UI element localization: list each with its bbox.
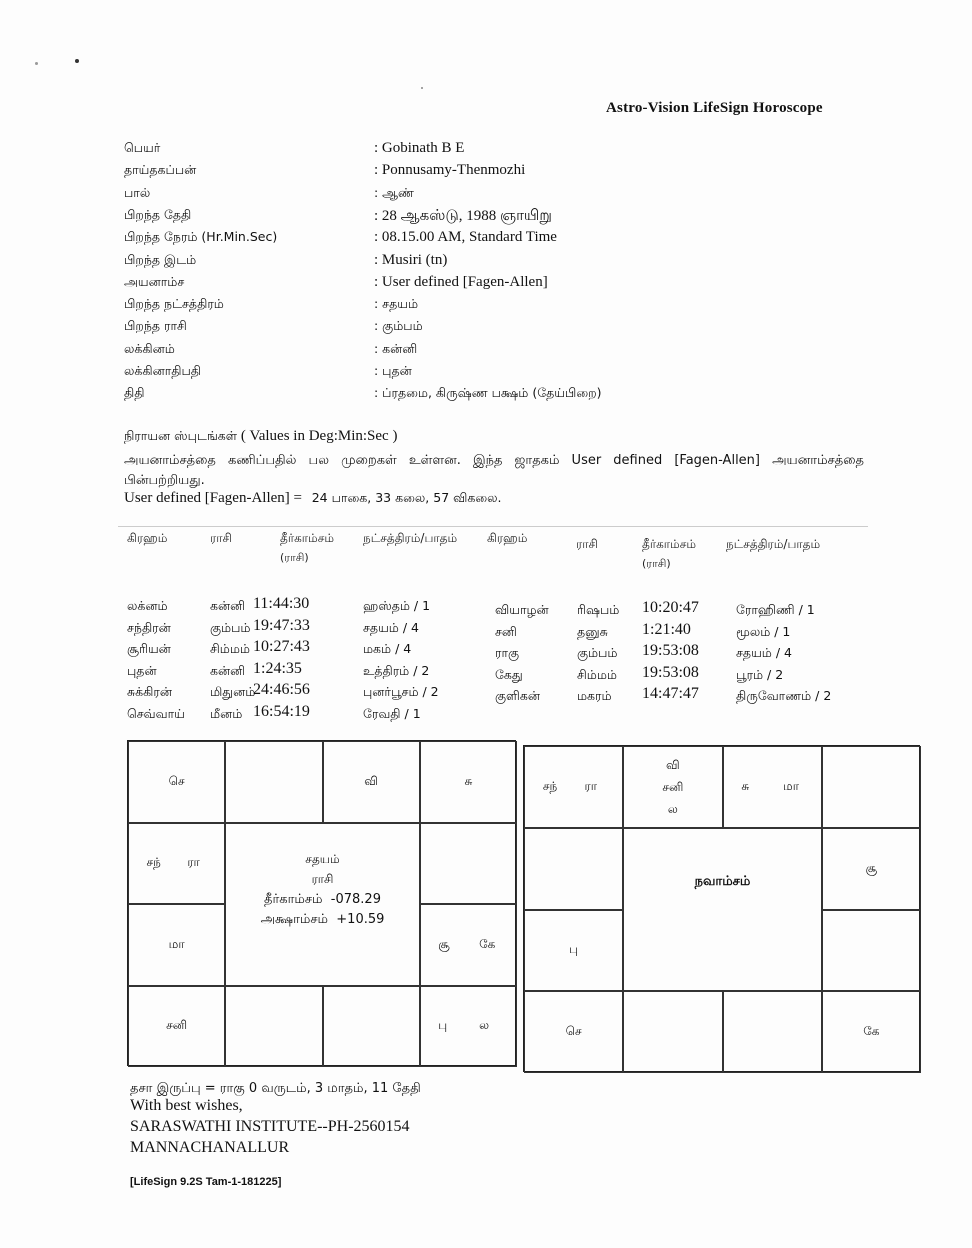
planet-star: ஹஸ்தம் / 1: [363, 598, 431, 613]
planet-rasi: தனுசு: [577, 623, 608, 639]
detail-label: அயனாம்ச: [124, 273, 185, 289]
house-thulam: [723, 991, 822, 1073]
detail-value: : ஆண்: [374, 184, 414, 200]
house-rishabam: [323, 741, 420, 823]
planet-abbr: ல: [479, 1018, 490, 1033]
planet-rasi: சிம்மம்: [577, 666, 617, 682]
nirayana-title-ta: நிராயன ஸ்புடங்கள்: [124, 428, 238, 443]
planet-degree: 19:53:08: [642, 663, 699, 681]
planet-star: புனர்பூசம் / 2: [363, 684, 439, 699]
detail-label: பிறந்த நட்சத்திரம்: [124, 296, 224, 312]
detail-value: : கன்னி: [374, 340, 418, 356]
planet-rasi: கும்பம்: [577, 645, 618, 660]
planet-abbr: மா: [783, 778, 799, 793]
house-mithunam: [822, 746, 921, 828]
navamsa-title: நவாம்சம்: [694, 873, 751, 889]
planet-abbr: சந்: [146, 855, 161, 870]
ayanamsa-label: User defined [Fagen-Allen] =: [124, 490, 302, 506]
planet-degree: 1:24:35: [253, 659, 302, 677]
planet-star: திருவோணம் / 2: [736, 688, 832, 703]
planet-degree: 10:27:43: [253, 638, 310, 655]
software-version: [LifeSign 9.2S Tam-1-181225]: [130, 1176, 282, 1188]
header-rasi: ராசி: [210, 531, 232, 545]
house-simmam: [822, 910, 921, 992]
institute-place: MANNACHANALLUR: [130, 1139, 290, 1156]
planet-rasi: கன்னி: [210, 662, 246, 678]
detail-label: பெயர்: [124, 140, 161, 155]
house-kadagam: [420, 823, 517, 905]
planet-degree: 19:47:33: [253, 616, 310, 634]
planet-name: கேது: [495, 666, 523, 682]
detail-label: பால்: [124, 184, 151, 200]
planet-abbr: சந்: [542, 778, 558, 793]
house-kanni: [420, 986, 517, 1068]
planet-abbr: சு: [464, 773, 473, 788]
planet-star: உத்திரம் / 2: [363, 662, 430, 678]
house-dhanusu: [128, 986, 225, 1068]
header-degree-sub: (ராசி): [280, 551, 309, 564]
planet-degree: 16:54:19: [253, 702, 310, 720]
nirayana-heading: [124, 425, 864, 447]
detail-label: பிறந்த தேதி: [124, 206, 192, 222]
detail-label: தாய்தகப்பன்: [124, 162, 197, 178]
planet-degree: 24:46:56: [253, 681, 310, 698]
planet-name: ராகு: [495, 645, 520, 660]
planet-star: மூலம் / 1: [736, 623, 791, 639]
planet-name: சனி: [495, 623, 517, 639]
planet-rasi: சிம்மம்: [210, 641, 250, 656]
house-rishabam: [723, 746, 822, 828]
detail-value: : சதயம்: [374, 296, 419, 312]
detail-value: : ப்ரதமை, கிருஷ்ண பக்ஷம் (தேய்பிறை): [374, 385, 602, 401]
planet-name: சுக்கிரன்: [127, 684, 172, 699]
planet-abbr: ரா: [187, 855, 200, 870]
planet-abbr: சூ: [438, 936, 450, 951]
detail-value: : புதன்: [374, 363, 412, 378]
detail-label: பிறந்த ராசி: [124, 318, 187, 334]
planet-abbr: சனி: [166, 1018, 188, 1033]
center-star: சதயம்: [305, 852, 340, 867]
detail-value: : User defined [Fagen-Allen]: [374, 273, 548, 290]
planet-abbr: சனி: [662, 779, 684, 794]
house-meenam: [128, 741, 225, 823]
planet-degree: 1:21:40: [642, 620, 691, 638]
planet-name: குளிகன்: [495, 688, 540, 703]
planet-abbr: ரா: [584, 778, 598, 793]
header-star-2: நட்சத்திரம்/பாதம்: [726, 537, 821, 551]
house-mithunam: [420, 741, 517, 823]
navamsa-chart: [523, 745, 920, 1072]
house-mesham: [225, 741, 322, 823]
planet-abbr: கே: [863, 1024, 880, 1039]
planet-abbr: கே: [479, 936, 496, 951]
house-viruchigam: [623, 991, 722, 1073]
planet-star: ரோஹிணி / 1: [736, 602, 815, 617]
rasi-chart: [127, 740, 516, 1066]
planet-name: லக்னம்: [127, 598, 168, 613]
institute-name: SARASWATHI INSTITUTE--PH-2560154: [130, 1118, 410, 1135]
brand-title: Astro-Vision LifeSign Horoscope: [606, 100, 823, 116]
planet-abbr: சு: [741, 778, 750, 793]
navamsa-center: [623, 828, 822, 992]
detail-value: : கும்பம்: [374, 318, 423, 334]
header-degree-2: தீர்காம்சம்: [642, 537, 696, 551]
planet-rasi: கன்னி: [210, 598, 246, 613]
header-rasi-2: ராசி: [576, 537, 598, 551]
house-meenam: [524, 746, 623, 828]
planet-name: வியாழன்: [495, 602, 549, 617]
planet-abbr: வி: [364, 773, 378, 788]
detail-value: : 08.15.00 AM, Standard Time: [374, 229, 557, 246]
center-longitude: தீர்காம்சம் -078.29: [264, 892, 381, 908]
header-star: நட்சத்திரம்/பாதம்: [363, 531, 458, 545]
planet-star: மகம் / 4: [363, 641, 412, 656]
planet-name: சூரியன்: [127, 641, 171, 656]
planet-abbr: பு: [438, 1018, 448, 1033]
detail-label: லக்கினம்: [124, 340, 175, 356]
detail-label: பிறந்த நேரம் (Hr.Min.Sec): [124, 229, 278, 245]
planet-degree: 14:47:47: [642, 685, 699, 702]
planet-name: புதன்: [127, 662, 157, 678]
planet-degree: 19:53:08: [642, 642, 699, 659]
scan-speck: [421, 87, 423, 89]
house-kadagam: [822, 828, 921, 910]
planet-name: சந்திரன்: [127, 619, 171, 635]
ayanamsa-value: 24 பாகை, 33 கலை, 57 விகலை.: [311, 490, 502, 505]
planet-abbr: ல: [667, 801, 678, 816]
house-simmam: [420, 904, 517, 986]
detail-value: : Ponnusamy-Thenmozhi: [374, 162, 526, 179]
scan-speck: [35, 62, 38, 65]
planet-abbr: மா: [168, 936, 185, 951]
planet-degree: 11:44:30: [253, 595, 310, 612]
planet-rasi: மீனம்: [210, 705, 243, 721]
detail-value: : Gobinath B E: [374, 140, 465, 156]
header-graham: கிரஹம்: [127, 531, 168, 545]
planet-rasi: ரிஷபம்: [577, 602, 620, 617]
planet-star: சதயம் / 4: [363, 619, 419, 635]
house-dhanusu: [524, 991, 623, 1073]
planet-star: சதயம் / 4: [736, 645, 792, 660]
planet-degree: 10:20:47: [642, 599, 699, 616]
ayanamsa-value-line: [124, 487, 864, 509]
table-top-rule: [118, 526, 868, 527]
header-degree-sub-2: (ராசி): [642, 557, 671, 570]
planet-abbr: வி: [666, 757, 680, 772]
best-wishes: With best wishes,: [130, 1097, 243, 1114]
detail-value: : Musiri (tn): [374, 251, 448, 268]
planet-star: பூரம் / 2: [736, 666, 784, 682]
house-thulam: [323, 986, 420, 1068]
rasi-center: [225, 823, 420, 986]
planet-abbr: பு: [569, 942, 579, 957]
house-magaram: [524, 910, 623, 992]
nirayana-title-en: ( Values in Deg:Min:Sec ): [240, 428, 398, 444]
planet-name: செவ்வாய்: [127, 705, 185, 721]
house-mesham: [623, 746, 722, 828]
scan-speck: [75, 59, 79, 63]
header-degree: தீர்காம்சம்: [280, 531, 334, 545]
center-title: ராசி: [311, 872, 334, 887]
detail-label: திதி: [124, 385, 145, 401]
planet-rasi: மிதுனம்: [210, 684, 256, 699]
header-graham-2: கிரஹம்: [487, 531, 528, 545]
planet-rasi: மகரம்: [577, 688, 612, 703]
house-kumbam: [524, 828, 623, 910]
house-kanni: [822, 991, 921, 1073]
detail-value: : 28 ஆகஸ்டு, 1988 ஞாயிறு: [374, 207, 552, 224]
dasa-balance: தசா இருப்பு = ராகு 0 வருடம், 3 மாதம், 11 தேதி: [130, 1081, 421, 1096]
detail-label: பிறந்த இடம்: [124, 251, 197, 267]
house-viruchigam: [225, 986, 322, 1068]
house-magaram: [128, 904, 225, 986]
house-kumbam: [128, 823, 225, 905]
planet-abbr: செ: [565, 1024, 582, 1039]
ayanamsa-note: அயனாம்சத்தை கணிப்பதில் பல முறைகள் உள்ளன. இந்த ஜாதகம் User defined [Fagen-Allen] அயனாம்சத்தை பின்பற்றியது.: [124, 453, 864, 488]
detail-label: லக்கினாதிபதி: [124, 363, 202, 378]
planet-abbr: சூ: [865, 860, 878, 875]
planet-rasi: கும்பம்: [210, 619, 251, 635]
planet-abbr: செ: [168, 773, 185, 788]
center-latitude: அக்ஷாம்சம் +10.59: [260, 912, 385, 928]
planet-star: ரேவதி / 1: [363, 705, 421, 721]
